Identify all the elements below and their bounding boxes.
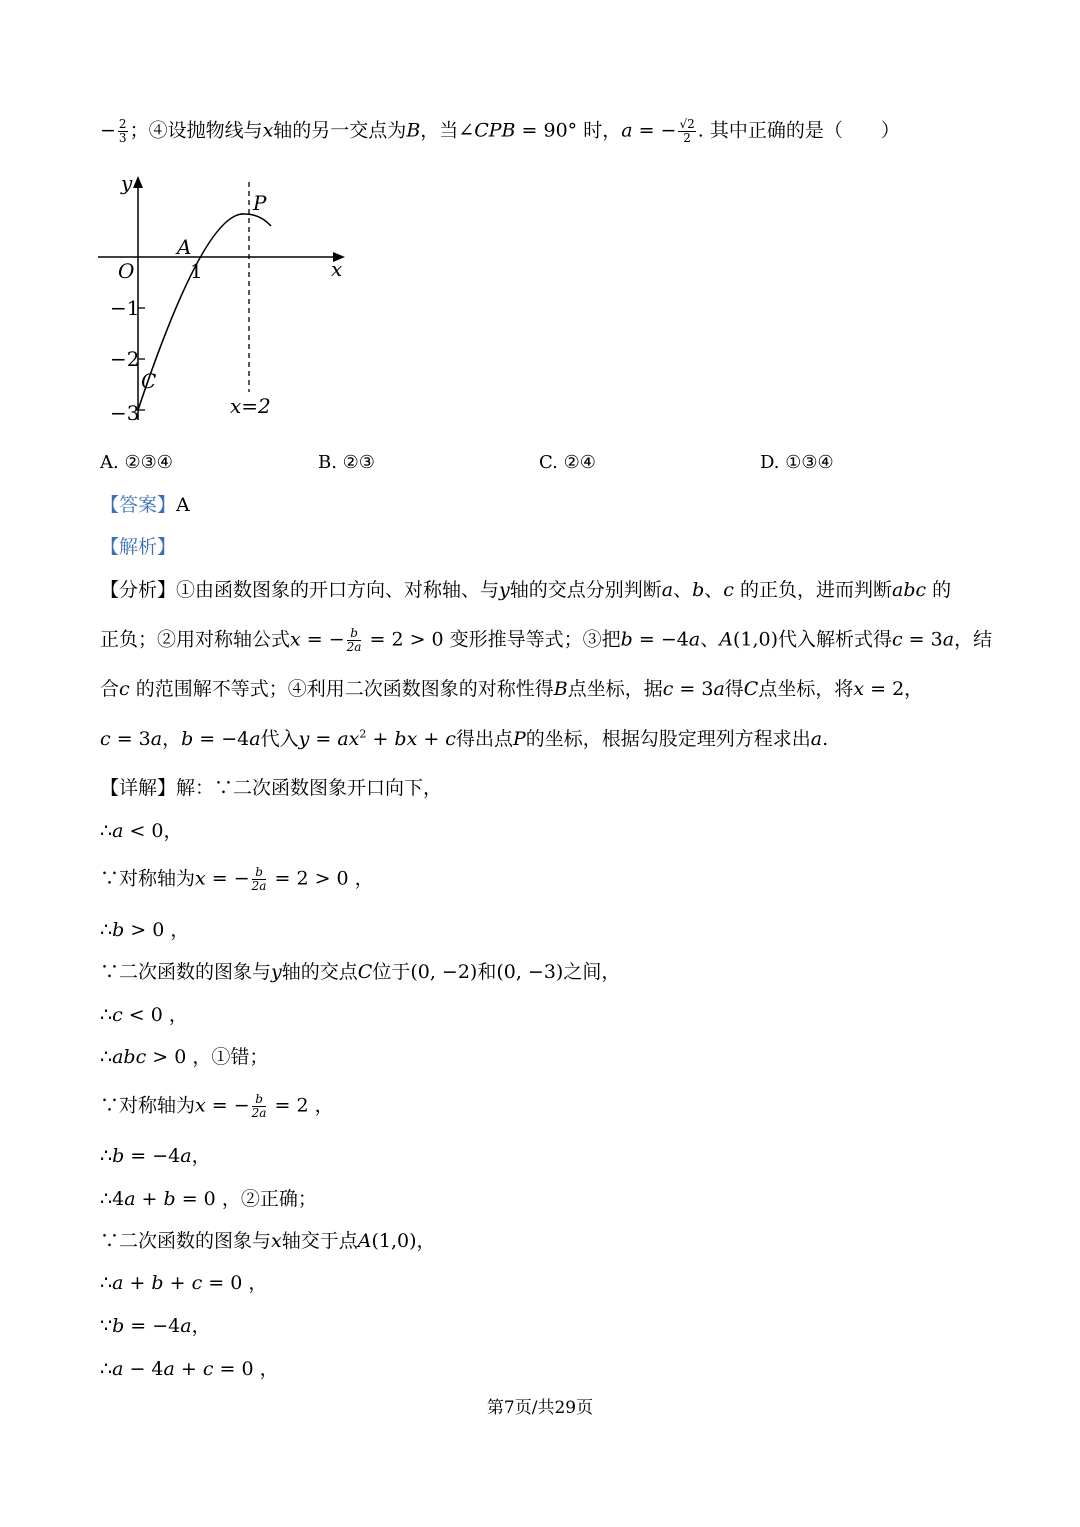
option-d[interactable]: D. ①③④ xyxy=(760,452,834,473)
y-label: y xyxy=(121,171,133,195)
tick-label-m1: −1 xyxy=(110,296,140,320)
answer-line xyxy=(100,493,190,517)
detail-line-3: ∵对称轴为x = − $\frac{b}{2a}$ = 2 > 0 ， xyxy=(100,865,374,893)
analysis-label: 【解析】 xyxy=(100,536,177,558)
detail-line-6: ∴c < 0 ， xyxy=(100,1004,188,1026)
option-c[interactable]: C. ②④ xyxy=(539,452,596,473)
detail-line-13: ∵b = −4a， xyxy=(100,1315,211,1337)
detail-line-4: ∴b > 0 ， xyxy=(100,919,190,941)
detail-line-11: ∵二次函数的图象与x轴交于点A(1,0)， xyxy=(100,1230,436,1252)
page-number: 第7页/共29页 xyxy=(486,1398,594,1418)
fenxi-line-3: 合c 的范围解不等式；④利用二次函数图象的对称性得B点坐标，据c = 3a得C点坐标，将x = 2， xyxy=(100,678,924,700)
option-a[interactable]: A. ②③④ xyxy=(100,452,173,473)
answer-label: 【答案】 xyxy=(100,494,177,516)
fraction: $\frac{b}{2a}$ xyxy=(251,865,267,893)
y-axis-arrow xyxy=(133,176,143,188)
question-line-end: − $\frac{2}{3}$ ；④设抛物线与x轴的另一交点为B，当∠CPB = 90° 时，a = − $\frac{√2}{2}$ . 其中正确的是（ ） xyxy=(100,117,900,145)
detail-line-14: ∴a − 4a + c = 0 ， xyxy=(100,1358,279,1380)
fenxi-line-1: 【分析】①由函数图象的开口方向、对称轴、与y轴的交点分别判断a、b、c 的正负，进而判断abc 的 xyxy=(100,579,952,601)
fenxi-line-4: c = 3a，b = −4a代入$y = ax^2$ + bx + c得出点P的坐标，根据勾股定理列方程求出a. xyxy=(100,727,829,750)
detail-line-2: ∴a < 0， xyxy=(100,820,183,842)
fraction: $\frac{b}{2a}$ xyxy=(346,626,362,654)
point-c-label: C xyxy=(141,369,157,393)
fraction: $\frac{b}{2a}$ xyxy=(251,1092,267,1120)
tick-label-1: 1 xyxy=(190,259,203,283)
detail-line-5: ∵二次函数的图象与y轴的交点C位于(0, −2)和(0, −3)之间， xyxy=(100,961,621,983)
origin-label: O xyxy=(118,259,135,283)
detail-line-8: ∵对称轴为x = − $\frac{b}{2a}$ = 2 ， xyxy=(100,1092,334,1120)
symmetry-axis-label: x=2 xyxy=(230,394,271,418)
parabola-graph xyxy=(95,170,365,430)
minus-sign: − xyxy=(100,119,116,142)
x-label: x xyxy=(331,257,343,281)
detail-line-9: ∴b = −4a， xyxy=(100,1145,211,1167)
tick-label-m2: −2 xyxy=(110,347,140,371)
detail-line-1: 【详解】解：∵二次函数图象开口向下， xyxy=(100,777,443,799)
detail-line-7: ∴abc > 0 ，①错； xyxy=(100,1046,269,1068)
answer-value: A xyxy=(176,494,190,516)
point-p-label: P xyxy=(253,191,267,215)
tick-label-m3: −3 xyxy=(110,401,140,425)
detail-line-10: ∴4a + b = 0 ，②正确； xyxy=(100,1188,317,1210)
parabola-curve xyxy=(138,214,271,410)
option-b[interactable]: B. ②③ xyxy=(318,452,375,473)
fenxi-line-2: 正负；②用对称轴公式x = − $\frac{b}{2a}$ = 2 > 0 变形推导等式；③把b = −4a、A(1,0)代入解析式得c = 3a，结 xyxy=(100,626,993,654)
detail-line-12: ∴a + b + c = 0 ， xyxy=(100,1272,268,1294)
point-a-label: A xyxy=(177,235,192,259)
fraction: $\frac{2}{3}$ xyxy=(118,117,127,145)
fraction-sqrt: $\frac{√2}{2}$ xyxy=(679,117,695,145)
